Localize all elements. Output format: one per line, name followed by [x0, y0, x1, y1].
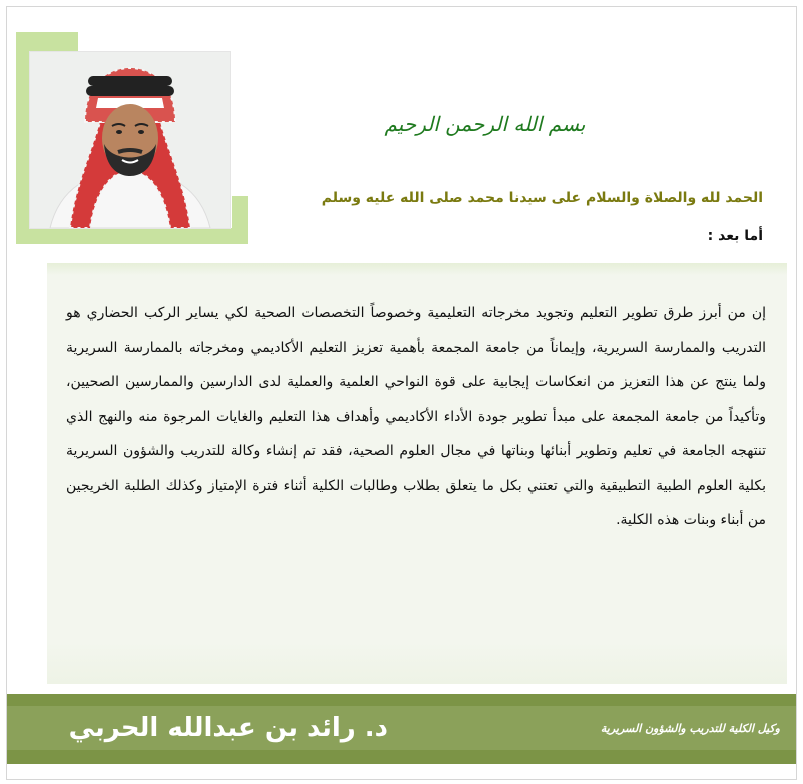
- photo-accent-top: [16, 32, 78, 52]
- message-paragraph: إن من أبرز طرق تطوير التعليم وتجويد مخرجاته التعليمية وخصوصاً التخصصات الصحية لكي يساير الركب الحضاري هو التدريب والممارسة السريرية، وإيماناً من جامعة المجمعة بأهمية تعزيز التعليم الأكاديمي ومخرجاته بالممارسة السريرية ولما ينتج عن هذا التعزيز من انعكاسات إيجابية على قوة النواحي العلمية والعملية لدى الدارسين والممارسين الصحيين، وتأكيداً من جامعة المجمعة على مبدأ تطوير جودة الأداء الأكاديمي وأهداف هذا التعليم والغايات المرجوة منه والنهج الذي تنتهجه الجامعة في تعليم وتطوير أبنائها وبناتها في مجال العلوم الصحية، فقد تم إنشاء وكالة للتدريب والشؤون السريرية بكلية العلوم الطبية التطبيقية والتي تعتني بكل ما يتعلق بطلاب وطالبات الكلية أثناء فترة الإمتياز وكذلك الطلبة الخريجين من أبناء وبنات هذه الكلية.: [66, 305, 766, 528]
- basmala-calligraphy: بسم الله الرحمن الرحيم: [384, 112, 586, 136]
- portrait-photo: [30, 52, 230, 228]
- signatory-name: د. رائد بن عبدالله الحربي: [68, 713, 388, 743]
- message-panel-top-edge: [47, 263, 787, 275]
- photo-accent-bottom: [30, 228, 248, 244]
- signatory-title: وكيل الكلية للتدريب والشؤون السريرية: [600, 722, 780, 735]
- amma-baad-label: أما بعد :: [707, 228, 763, 244]
- praise-line: الحمد لله والصلاة والسلام على سيدنا محمد صلى الله عليه وسلم: [321, 190, 763, 206]
- portrait-illustration: [30, 52, 230, 228]
- photo-accent-left: [16, 32, 30, 244]
